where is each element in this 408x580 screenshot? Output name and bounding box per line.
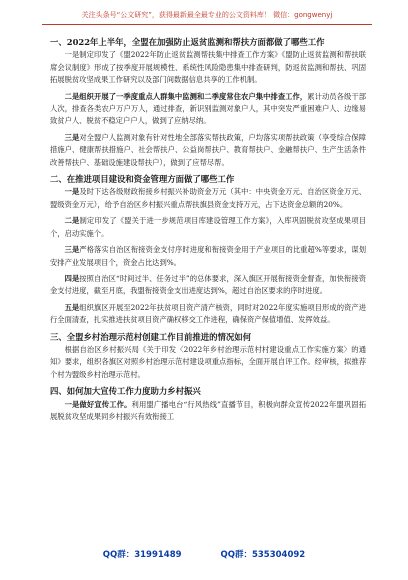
paragraph-lead: 一是 (64, 187, 80, 197)
paragraph-lead: 二是 (64, 216, 80, 226)
paragraph (50, 132, 366, 169)
promo-banner: 关注头条号“公文研究”，获得最新最全最专业的公文资料库！ 微信：gongwenyj (81, 11, 333, 19)
footer-contact (0, 548, 408, 562)
section-heading-3: 三、全盟乡村治理示范村创建工作目前推进的情况如何 (50, 331, 251, 342)
paragraph-text: 一是制定印发了《盟2022年防止返贫监测帮扶集中排查工作方案》《盟防止返贫监测和帮扶联席会议制度》形成了按季度开展规模性、系统性风险隐患集中排查研判，防返贫监测和帮扶、巩固拓展脱贫攻坚成果工作研究以及部门间数据信息共享的工作机制。 (50, 50, 366, 85)
paragraph-lead: 五是 (64, 302, 80, 312)
section-heading-4: 四、如何加大宣传工作力度助力乡村振兴 (50, 386, 201, 397)
paragraph (50, 344, 366, 381)
qq-group-2: QQ群：535304092 (220, 550, 306, 560)
paragraph (50, 273, 366, 298)
paragraph-text: 严格落实自治区衔接资金支付序时进度和衔接资金用于产业项目的比重超%等要求，谋划安排产业发展项目个，资金占比达到%。 (50, 245, 366, 267)
section-heading-2: 二、在推进项目建设和资金管理方面做了哪些工作 (50, 174, 235, 185)
paragraph-text: 制定印发了《盟关于进一步规范项目库建设管理工作方案》，入库巩固脱贫攻坚成果项目个，启动实施个。 (50, 216, 366, 238)
paragraph (50, 399, 366, 424)
paragraph (50, 49, 366, 86)
paragraph-lead: 三是 (64, 132, 80, 142)
qq-group-1: QQ群：31991489 (102, 550, 182, 560)
paragraph-text: 按照自治区“时间过半、任务过半”的总体要求，深入旗区开展衔接资金督查，加快衔接资金支付进度，截至月底，我盟衔接资金支出进度达到%，超过自治区要求的序时进度。 (50, 273, 366, 296)
paragraph-text: 根据自治区乡村振兴局《关于印发〈2022年乡村治理示范村村建设重点工作实施方案〉的通知》要求，组织各旗区对照乡村治理示范村建设项重点指标，全面开展自评工作。经审核，拟推荐个村为盟级乡村治理示范村。 (50, 344, 366, 379)
header-rule (42, 24, 372, 25)
paragraph-text: 及时下达各级财政衔接乡村振兴补助资金万元（其中：中央资金万元、自治区资金万元、盟级资金万元），给予自治区乡村振兴重点帮扶旗县资金支持万元，占下达资金总额的20%。 (50, 187, 366, 209)
paragraph-text: 利用盟广播电台“行风热线”直播节目，积极向群众宣传2022年盟巩固拓展脱贫攻坚成果同乡村振兴有效衔接工 (50, 399, 366, 421)
paragraph (50, 91, 366, 128)
paragraph (50, 186, 366, 211)
paragraph-lead: 二是组织开展了一季度重点人群集中监测和二季度常住农户集中排查工作， (64, 91, 308, 101)
paragraph (50, 244, 366, 269)
paragraph-text: 组织旗区开展至2022年扶贫项目资产清产核资，同时对2022年度实施项目形成的资产进行全面清查，扎实推进扶贫项目资产确权移交工作进程，确保资产保值增值、发挥效益。 (50, 302, 366, 325)
paragraph-lead: 三是 (64, 245, 80, 255)
paragraph-text: 对全盟户人监测对象有针对性地全部落实帮扶政策，户均落实项帮扶政策（享受综合保障措施户、健康帮扶措施户、社会帮扶户、公益岗帮扶户、教育帮扶户、金融帮扶户、生产生活条件改善帮扶户、基础设施建设帮扶户），做到了应帮尽帮。 (50, 132, 366, 167)
paragraph (50, 302, 366, 327)
paragraph-lead: 一是做好宣传工作。 (64, 399, 132, 409)
section-heading-1: 一、2022年上半年，全盟在加强防止返贫监测和帮扶方面都做了哪些工作 (50, 37, 325, 47)
paragraph-lead: 四是 (64, 273, 80, 283)
paragraph (50, 215, 366, 240)
document-body (50, 36, 366, 540)
paragraph-text: 累计动员各级干部人次，排查各类农户万户万人，通过排查，新识别监测对象户人，其中突发严重困难户人、边缘易致贫户人、脱贫不稳定户户人，做到了应纳尽纳。 (50, 91, 366, 126)
